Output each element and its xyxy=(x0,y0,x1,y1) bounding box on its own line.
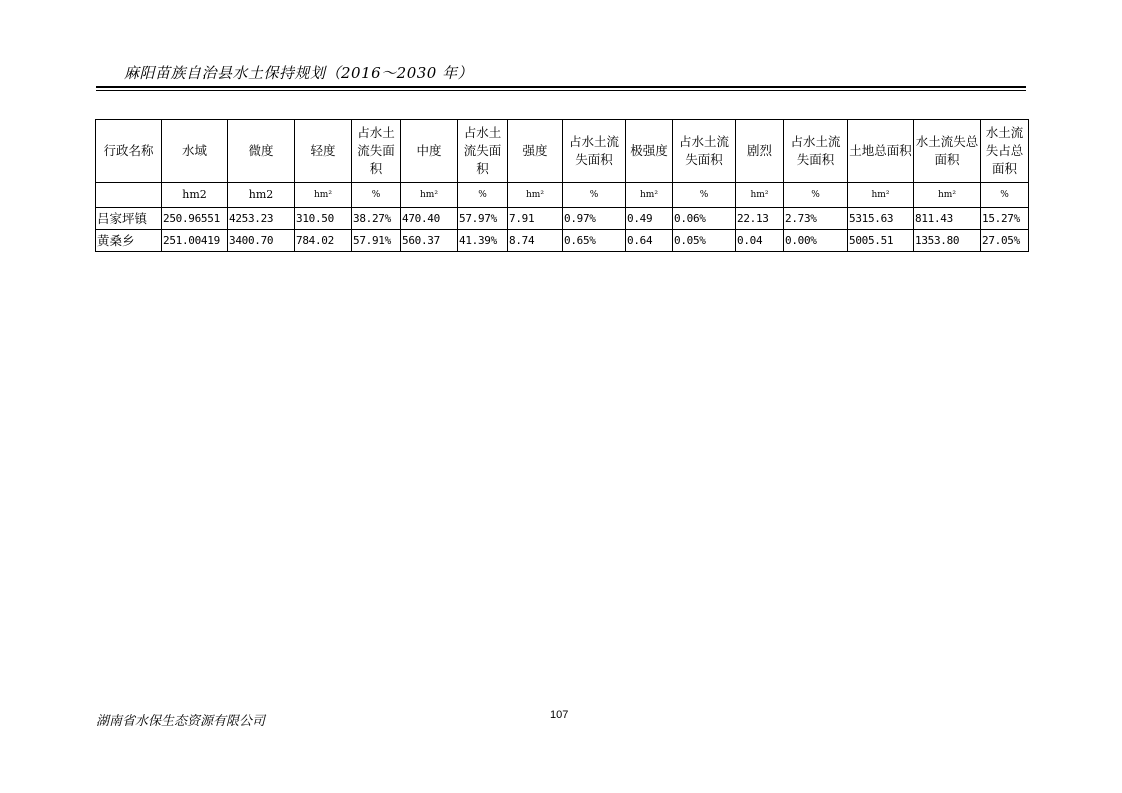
table-cell: 0.06% xyxy=(673,208,736,230)
header-cell: 水土流失总面积 xyxy=(914,120,981,183)
unit-cell: hm² xyxy=(848,183,914,208)
header-rule-thin xyxy=(96,90,1026,91)
table-cell: 560.37 xyxy=(401,230,458,252)
table-cell: 5005.51 xyxy=(848,230,914,252)
header-cell: 水土流失占总面积 xyxy=(981,120,1029,183)
table-unit-row xyxy=(96,183,1029,208)
table-cell: 27.05% xyxy=(981,230,1029,252)
table-cell: 2.73% xyxy=(784,208,848,230)
header-cell: 剧烈 xyxy=(736,120,784,183)
table-cell: 0.05% xyxy=(673,230,736,252)
unit-cell: hm2 xyxy=(162,183,228,208)
header-cell: 占水土流失面积 xyxy=(673,120,736,183)
header-cell: 占水土流失面积 xyxy=(458,120,508,183)
header-cell: 土地总面积 xyxy=(848,120,914,183)
table-cell: 8.74 xyxy=(508,230,563,252)
table-cell: 4253.23 xyxy=(228,208,295,230)
table-cell: 3400.70 xyxy=(228,230,295,252)
header-cell: 占水土流失面积 xyxy=(784,120,848,183)
table-cell: 57.91% xyxy=(352,230,401,252)
table-cell: 5315.63 xyxy=(848,208,914,230)
unit-cell: hm² xyxy=(914,183,981,208)
table-cell: 22.13 xyxy=(736,208,784,230)
table-cell: 7.91 xyxy=(508,208,563,230)
table-cell: 15.27% xyxy=(981,208,1029,230)
table-cell: 1353.80 xyxy=(914,230,981,252)
table-cell: 0.00% xyxy=(784,230,848,252)
unit-cell: % xyxy=(784,183,848,208)
unit-cell: hm² xyxy=(508,183,563,208)
header-rule-thick xyxy=(96,86,1026,88)
table-cell: 310.50 xyxy=(295,208,352,230)
table-row xyxy=(96,208,1029,230)
table-cell: 0.04 xyxy=(736,230,784,252)
table-cell: 41.39% xyxy=(458,230,508,252)
footer-company-name: 湖南省水保生态资源有限公司 xyxy=(96,714,266,729)
header-cell: 行政名称 xyxy=(96,120,162,183)
region-name-cell: 黄桑乡 xyxy=(96,230,162,252)
unit-cell: % xyxy=(563,183,626,208)
header-cell: 轻度 xyxy=(295,120,352,183)
page-number: 107 xyxy=(550,709,569,721)
table-cell: 251.00419 xyxy=(162,230,228,252)
table-cell: 0.65% xyxy=(563,230,626,252)
table-cell: 0.49 xyxy=(626,208,673,230)
table-cell: 811.43 xyxy=(914,208,981,230)
header-cell: 水域 xyxy=(162,120,228,183)
table-cell: 470.40 xyxy=(401,208,458,230)
unit-cell: hm² xyxy=(401,183,458,208)
unit-cell: hm² xyxy=(736,183,784,208)
table-cell: 38.27% xyxy=(352,208,401,230)
unit-cell: % xyxy=(352,183,401,208)
soil-erosion-table xyxy=(95,119,1029,252)
table-cell: 57.97% xyxy=(458,208,508,230)
unit-cell: % xyxy=(981,183,1029,208)
table-row xyxy=(96,230,1029,252)
unit-cell: hm² xyxy=(295,183,352,208)
unit-cell: hm2 xyxy=(228,183,295,208)
header-cell: 强度 xyxy=(508,120,563,183)
header-cell: 微度 xyxy=(228,120,295,183)
table-cell: 250.96551 xyxy=(162,208,228,230)
document-header-title: 麻阳苗族自治县水土保持规划（2016～2030 年） xyxy=(124,64,474,82)
table-header-row xyxy=(96,120,1029,183)
header-cell: 极强度 xyxy=(626,120,673,183)
unit-cell: % xyxy=(458,183,508,208)
unit-cell xyxy=(96,183,162,208)
table-cell: 0.97% xyxy=(563,208,626,230)
table-cell: 784.02 xyxy=(295,230,352,252)
region-name-cell: 吕家坪镇 xyxy=(96,208,162,230)
header-cell: 占水土流失面积 xyxy=(352,120,401,183)
table-cell: 0.64 xyxy=(626,230,673,252)
unit-cell: hm² xyxy=(626,183,673,208)
header-cell: 中度 xyxy=(401,120,458,183)
header-cell: 占水土流失面积 xyxy=(563,120,626,183)
unit-cell: % xyxy=(673,183,736,208)
